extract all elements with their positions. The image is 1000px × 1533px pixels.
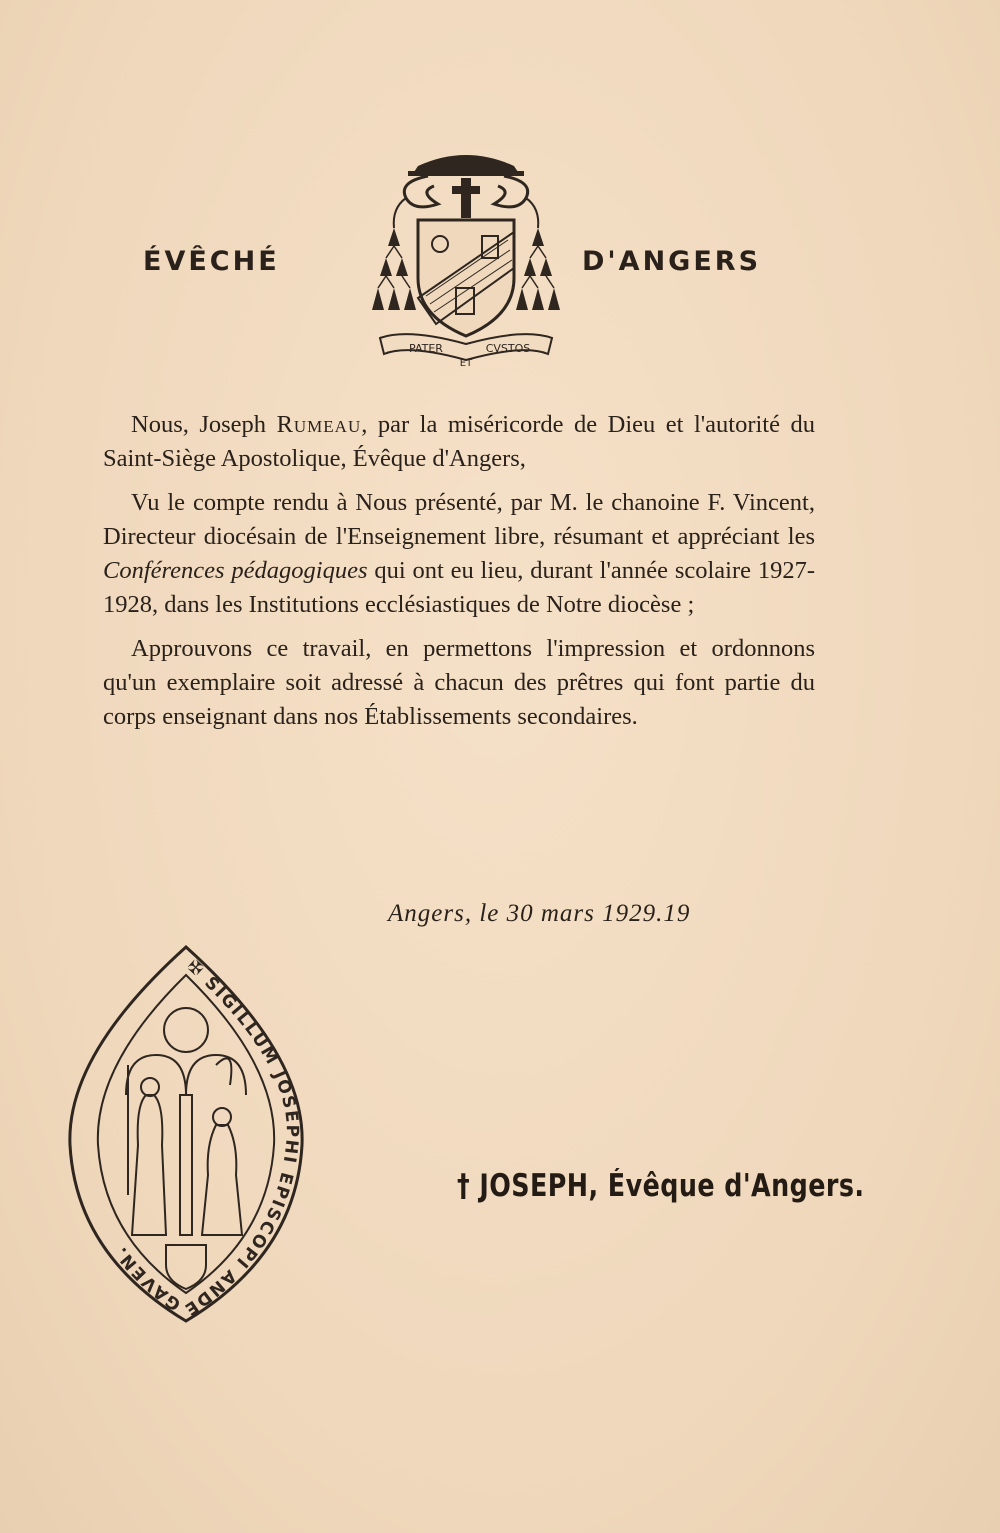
seal-legend-path: ✠ SIGILLUM JOSEPHI EPISCOPI ANDEGAVEN. — [110, 956, 302, 1321]
paragraph-2 — [103, 486, 815, 622]
bishop-signature: † JOSEPH, Évêque d'Angers. — [457, 1168, 865, 1204]
header-eveche: ÉVÊCHÉ — [143, 246, 280, 277]
paragraph-1 — [103, 408, 815, 476]
coat-of-arms-emblem — [368, 148, 564, 376]
decree-text — [103, 408, 815, 744]
date-line: Angers, le 30 mars 1929.19 — [388, 900, 691, 927]
bishop-surname: Rumeau — [276, 411, 362, 438]
p2-text-b: qui ont eu lieu, durant l'année scolaire 1927-1928, dans les Institutions ecclésiastiques de Notre diocèse ; — [103, 557, 815, 618]
conference-title: Conférences pédagogiques — [103, 557, 368, 584]
p2-text-a: Vu le compte rendu à Nous présenté, par M. le chanoine F. Vincent, Directeur diocésain de l'Enseignement libre, résumant et appréciant les — [103, 489, 815, 550]
p1-text-a: Nous, Joseph — [131, 411, 277, 438]
p1-text-b: , par la miséricorde de Dieu et l'autorité du Saint-Siège Apostolique, Évêque d'Angers, — [103, 411, 815, 472]
motto-right: CVSTOS — [485, 342, 531, 355]
header-angers: D'ANGERS — [582, 246, 762, 277]
paragraph-3: Approuvons ce travail, en permettons l'impression et ordonnons qu'un exemplaire soit adressé à chacun des prêtres qui font partie du corps enseignant dans nos Établissements secondaires. — [103, 635, 815, 730]
motto-left: PATER — [409, 342, 443, 355]
episcopal-seal — [66, 945, 306, 1323]
motto-mid: ET — [459, 358, 473, 369]
